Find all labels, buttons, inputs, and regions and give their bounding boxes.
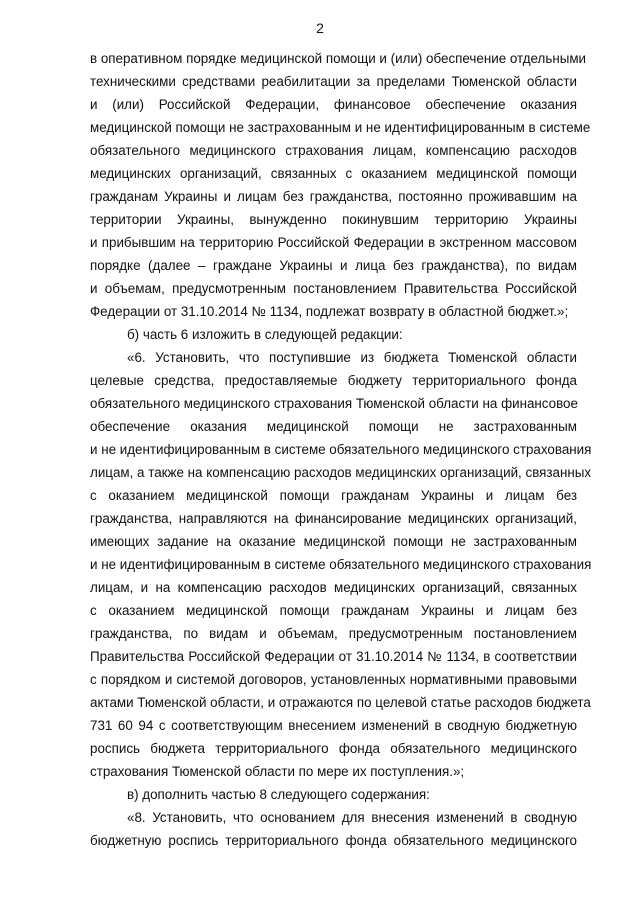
text-line: и объемам, предусмотренным постановлением Правительства Российской: [90, 281, 577, 296]
text-line: медицинской помощи не застрахованным и не идентифицированным в системе: [90, 120, 591, 135]
page-number: 2: [316, 20, 324, 36]
document-body: [90, 47, 592, 852]
text-line: в оперативном порядке медицинской помощи и (или) обеспечение отдельными: [90, 51, 587, 66]
text-line: с порядком и системой договоров, установленных нормативными правовыми: [90, 672, 577, 687]
text-line: обязательного медицинского страхования Тюменской области на финансовое: [90, 396, 578, 411]
text-line: порядке (далее – граждане Украины и лица без гражданства), по видам: [90, 258, 577, 273]
text-line: гражданства, направляются на финансирование медицинских организаций,: [90, 511, 577, 526]
text-line: с оказанием медицинской помощи гражданам Украины и лицам без: [90, 603, 577, 618]
subitem-heading: б) часть 6 изложить в следующей редакции:: [127, 327, 403, 342]
text-line: с оказанием медицинской помощи гражданам Украины и лицам без: [90, 488, 577, 503]
text-line: 731 60 94 с соответствующим внесением изменений в сводную бюджетную: [90, 718, 577, 733]
text-line: обеспечение оказания медицинской помощи не застрахованным: [90, 419, 577, 434]
subitem-heading: в) дополнить частью 8 следующего содержания:: [127, 787, 430, 802]
text-line: имеющих задание на оказание медицинской помощи не застрахованным: [90, 534, 577, 549]
text-line: обязательного медицинского страхования лицам, компенсацию расходов: [90, 143, 577, 158]
text-line: актами Тюменской области, и отражаются по целевой статье расходов бюджета: [90, 695, 591, 710]
text-line: и не идентифицированным в системе обязательного медицинского страхования: [90, 442, 592, 457]
text-line: роспись бюджета территориального фонда обязательного медицинского: [90, 741, 577, 756]
text-line: и не идентифицированным в системе обязательного медицинского страхования: [90, 557, 592, 572]
text-line: гражданам Украины и лицам без гражданства, постоянно проживавшим на: [90, 189, 577, 204]
text-line: «6. Установить, что поступившие из бюджета Тюменской области: [127, 350, 577, 365]
text-line: страхования Тюменской области по мере их поступления.»;: [90, 764, 465, 779]
text-line: Федерации от 31.10.2014 № 1134, подлежат возврату в областной бюджет.»;: [90, 304, 569, 319]
text-line: «8. Установить, что основанием для внесения изменений в сводную: [127, 810, 577, 825]
text-line: лицам, а также на компенсацию расходов медицинских организаций, связанных: [90, 465, 592, 480]
text-line: и прибывшим на территорию Российской Федерации в экстренном массовом: [90, 235, 577, 250]
text-line: Правительства Российской Федерации от 31.10.2014 № 1134, в соответствии: [90, 649, 577, 664]
text-line: медицинских организаций, связанных с оказанием медицинской помощи: [90, 166, 577, 181]
text-line: и (или) Российской Федерации, финансовое обеспечение оказания: [90, 97, 577, 112]
text-line: гражданства, по видам и объемам, предусмотренным постановлением: [90, 626, 577, 641]
text-line: целевые средства, предоставляемые бюджету территориального фонда: [90, 373, 577, 388]
text-line: бюджетную роспись территориального фонда обязательного медицинского: [90, 833, 577, 848]
text-line: территории Украины, вынужденно покинувшим территорию Украины: [90, 212, 577, 227]
text-line: лицам, и на компенсацию расходов медицинских организаций, связанных: [90, 580, 577, 595]
text-line: техническими средствами реабилитации за пределами Тюменской области: [90, 74, 577, 89]
